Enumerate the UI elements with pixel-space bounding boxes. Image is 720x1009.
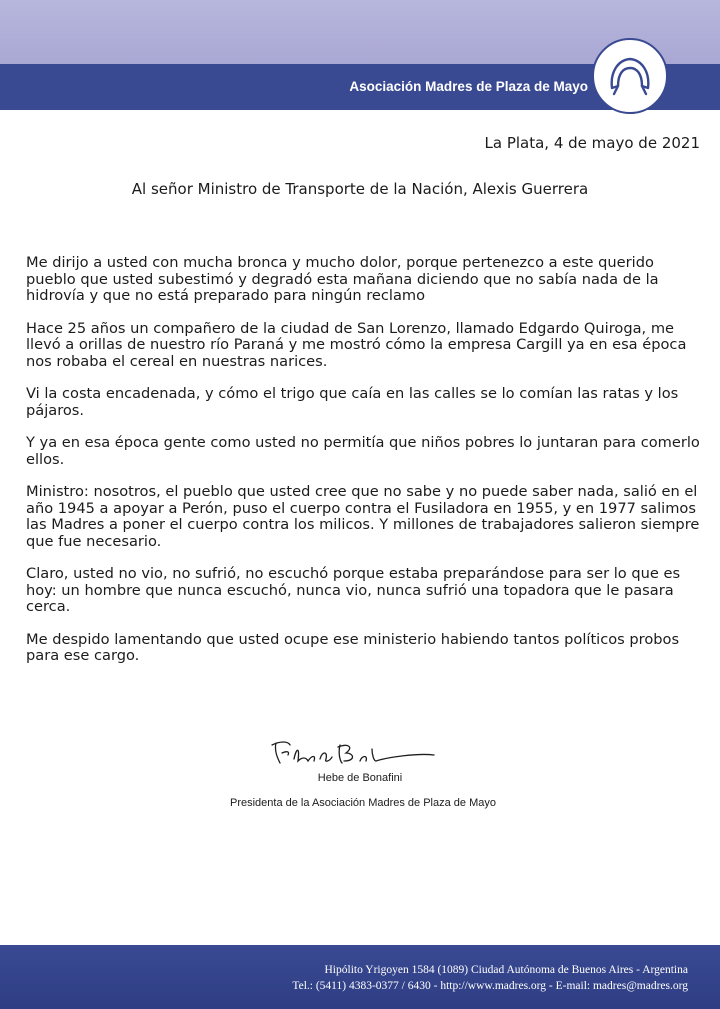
paragraph: Hace 25 años un compañero de la ciudad de San Lorenzo, llamado Edgardo Quiroga, me llevó a orillas de nuestro río Paraná y me mostró cómo la empresa Cargill ya en esa época nos robaba el cereal en nuestras narices. (26, 319, 687, 370)
signer-role: Presidenta de la Asociación Madres de Plaza de Mayo (230, 797, 496, 809)
paragraph: Me despido lamentando que usted ocupe ese ministerio habiendo tantos políticos probos para ese cargo. (26, 630, 680, 664)
footer-contact: Tel.: (5411) 4383-0377 / 6430 - http://www.madres.org - E-mail: madres@madres.org (292, 980, 688, 992)
letter-addressee: Al señor Ministro de Transporte de la Nación, Alexis Guerrera (131, 180, 589, 198)
letter-date: La Plata, 4 de mayo de 2021 (484, 134, 700, 152)
headscarf-logo-icon (592, 38, 668, 114)
footer-bar (0, 945, 720, 1009)
paragraph: Ministro: nosotros, el pueblo que usted cree que no sabe y no puede saber nada, salió en el año 1945 a apoyar a Perón, puso el cuerpo contra el Fusiladora en 1955, y en 1977 salimos las Madres a poner el cuerpo contra los milicos. Y millones de trabajadores salieron siempre que fue necesario. (26, 483, 700, 550)
organization-title: Asociación Madres de Plaza de Mayo (349, 79, 588, 94)
paragraph: Me dirijo a usted con mucha bronca y mucho dolor, porque pertenezco a este querido pueblo que usted subestimó y degradó esta mañana diciendo que no sabía nada de la hidrovía y que no está preparado para ningún reclamo (26, 254, 659, 304)
paragraph: Vi la costa encadenada, y cómo el trigo que caía en las calles se lo comían las ratas y los pájaros. (26, 385, 679, 419)
letter-body (26, 255, 702, 681)
handwritten-signature (268, 735, 438, 769)
paragraph: Y ya en esa época gente como usted no permitía que niños pobres lo juntaran para comerlo ellos. (26, 434, 700, 468)
signer-name: Hebe de Bonafini (317, 772, 403, 784)
paragraph: Claro, usted no vio, no sufrió, no escuchó porque estaba preparándose para ser lo que es hoy: un hombre que nunca escuchó, nunca vio, nunca sufrió una topadora que le pasara cerca. (26, 565, 681, 615)
footer-address: Hipólito Yrigoyen 1584 (1089) Ciudad Autónoma de Buenos Aires - Argentina (324, 964, 688, 976)
